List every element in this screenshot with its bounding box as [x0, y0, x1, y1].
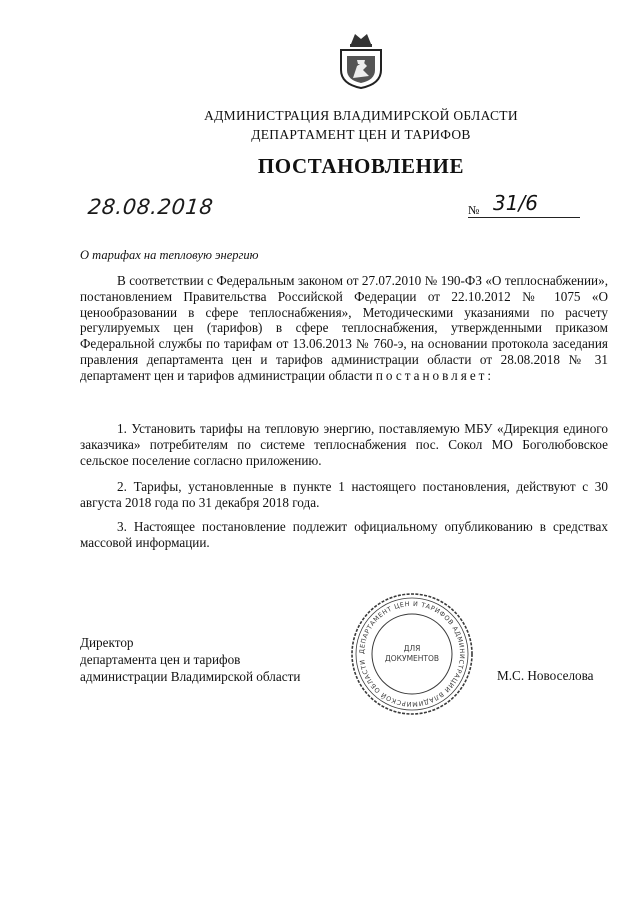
stamp-center-line-1: ДЛЯ [403, 644, 421, 653]
preamble-decision: постановляет: [375, 367, 495, 383]
document-number: 31/6 [493, 191, 538, 215]
signatory-block [80, 634, 300, 685]
official-stamp [348, 590, 476, 718]
stamp-ring-text: ДЕПАРТАМЕНТ ЦЕН И ТАРИФОВ АДМИНИСТРАЦИИ ВЛАДИМИРСКОЙ ОБЛАСТИ [357, 599, 467, 709]
coat-of-arms-icon [333, 30, 389, 90]
org-line-1: АДМИНИСТРАЦИЯ ВЛАДИМИРСКОЙ ОБЛАСТИ [204, 108, 518, 123]
document-subject: О тарифах на тепловую энергию [80, 248, 259, 262]
signatory-title-3: администрации Владимирской области [80, 669, 301, 684]
paragraph-preamble [80, 273, 608, 384]
document-title: ПОСТАНОВЛЕНИЕ [257, 154, 465, 178]
preamble-text: В соответствии с Федеральным законом от 27.07.2010 № 190-ФЗ «О теплоснабжении», постановлением Правительства Российской Федерации от 22.10.2012 № 1075 «О ценообразовании в сфере теплоснабжения», Методическими указаниями по расчету регулируемых цен (тарифов) в сфере теплоснабжения, утвержденными приказом Федеральной службы по тарифам от 13.06.2013 № 760-э, на основании протокола заседания правления департамента цен и тарифов администрации области от 28.08.2018 № 31 департамент цен и тарифов администрации области [80, 273, 608, 383]
document-date: 28.08.2018 [86, 195, 215, 219]
signatory-title-2: департамента цен и тарифов [80, 652, 241, 667]
signatory-name: М.С. Новоселова [497, 668, 594, 683]
paragraph-item-1: 1. Установить тарифы на тепловую энергию, поставляемую МБУ «Дирекция единого заказчика» потребителям по системе теплоснабжения пос. Сокол МО Боголюбовское сельское поселение согласно приложению. [80, 421, 608, 468]
org-line-2: ДЕПАРТАМЕНТ ЦЕН И ТАРИФОВ [251, 127, 471, 142]
number-sign: № [468, 203, 480, 217]
paragraph-item-2: 2. Тарифы, установленные в пункте 1 настоящего постановления, действуют с 30 августа 2018 года по 31 декабря 2018 года. [80, 479, 608, 510]
signatory-title-1: Директор [80, 635, 134, 650]
paragraph-item-3: 3. Настоящее постановление подлежит официальному опубликованию в средствах массовой информации. [80, 519, 608, 550]
stamp-center-line-2: ДОКУМЕНТОВ [384, 654, 440, 663]
